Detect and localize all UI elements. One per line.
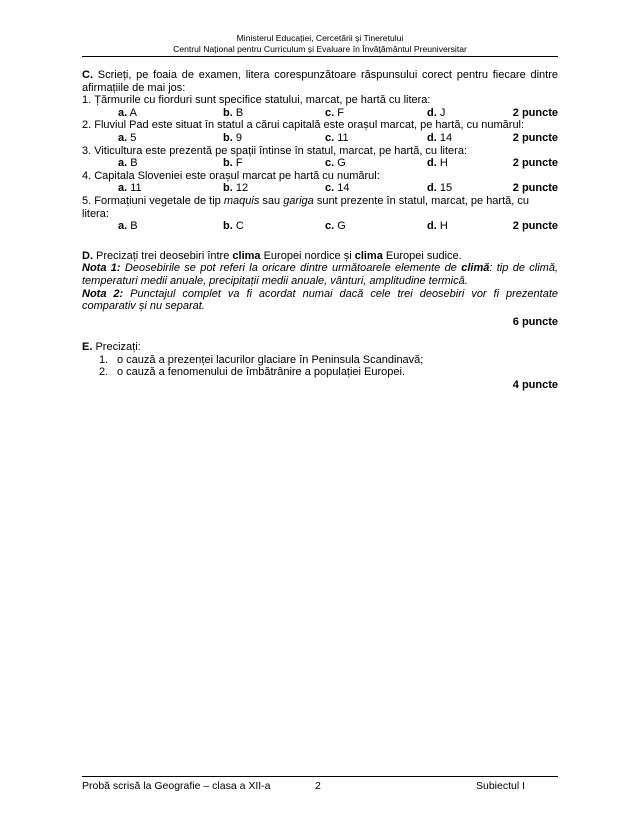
- question-text: 1. Țărmurile cu fiorduri sunt specifice statului, marcat, pe hartă cu litera:: [82, 94, 431, 107]
- option-c: c. 14: [325, 182, 350, 195]
- section-e-list: [82, 354, 558, 379]
- question-options: [82, 182, 558, 195]
- header-ministry: Ministerul Educației, Cercetării și Tineretului: [236, 33, 404, 43]
- option-c: c. G: [325, 157, 346, 170]
- section-c-text: Scrieți, pe foaia de examen, litera corespunzătoare răspunsului corect pentru fiecare dintre afirmațiile de mai jos:: [82, 69, 558, 94]
- section-e-prompt: E. Precizați:: [82, 341, 141, 354]
- section-c-letter: C.: [82, 69, 93, 81]
- question-1: [82, 94, 558, 119]
- note-2: Nota 2: Punctajul complet va fi acordat numai dacă cele trei deosebiri vor fi prezentate comparativ și nu separat.: [82, 287, 559, 313]
- option-d: d. J: [427, 106, 446, 119]
- question-points: 2 puncte: [512, 157, 558, 170]
- section-d-prompt: D. Precizați trei deosebiri între clima Europei nordice și clima Europei sudice.: [82, 249, 462, 262]
- header-divider: [82, 56, 558, 57]
- option-c: c. G: [325, 220, 346, 233]
- section-e-points: 4 puncte: [512, 379, 558, 392]
- option-b: b. C: [223, 220, 244, 233]
- section-c-intro: [82, 69, 558, 94]
- option-d: d. H: [427, 220, 448, 233]
- question-options: [82, 157, 558, 170]
- option-a: a. 5: [118, 131, 137, 144]
- footer-divider: [82, 776, 558, 777]
- option-c: c. 11: [325, 131, 349, 144]
- question-text: 2. Fluviul Pad este situat în statul a cărui capitală este orașul marcat, pe hartă, cu numărul:: [82, 119, 525, 132]
- question-3: [82, 145, 558, 170]
- page-header: [82, 33, 558, 54]
- list-item: 2. o cauză a fenomenului de îmbătrânire a populației Europei.: [99, 366, 406, 379]
- option-a: a. B: [118, 220, 138, 233]
- option-d: d. 14: [427, 131, 453, 144]
- option-a: a. 11: [118, 182, 142, 195]
- header-center: Centrul Național pentru Curriculum și Evaluare în Învățământul Preuniversitar: [173, 43, 467, 54]
- footer-subject: Probă scrisă la Geografie – clasa a XII-a: [82, 780, 271, 792]
- option-a: a. B: [118, 157, 138, 170]
- option-b: b. F: [223, 157, 243, 170]
- question-options: [82, 107, 558, 120]
- question-text: 3. Viticultura este prezentă pe spații întinse în statul, marcat, pe hartă, cu litera:: [82, 144, 467, 157]
- note-1: Nota 1: Deosebirile se pot referi la oricare dintre următoarele elemente de climă: tip de climă, temperaturi medii anuale, precipitații medii anuale, vânturi, amplitudine termică.: [82, 262, 559, 287]
- option-d: d. 15: [427, 182, 453, 195]
- option-b: b. 9: [223, 131, 242, 144]
- option-b: b. 12: [223, 182, 249, 195]
- exam-content: [82, 69, 558, 392]
- section-d: [82, 250, 558, 329]
- question-2: [82, 119, 558, 144]
- question-text: 5. Formațiuni vegetale de tip maquis sau gariga sunt prezente în statul, marcat, pe hartă, cu litera:: [82, 194, 529, 220]
- option-a: a. A: [118, 106, 137, 119]
- question-points: 2 puncte: [512, 131, 558, 144]
- list-item: 1. o cauză a prezenței lacurilor glaciare în Peninsula Scandinavă;: [99, 353, 424, 366]
- question-options: [82, 220, 558, 233]
- question-points: 2 puncte: [512, 106, 558, 119]
- option-c: c. F: [325, 106, 344, 119]
- question-points: 2 puncte: [512, 220, 558, 233]
- option-d: d. H: [427, 157, 448, 170]
- footer-section: Subiectul I: [476, 780, 526, 792]
- option-b: b. B: [223, 106, 244, 119]
- page-number: 2: [315, 780, 321, 792]
- question-points: 2 puncte: [512, 182, 558, 195]
- question-5: [82, 195, 558, 233]
- question-4: [82, 170, 558, 195]
- section-e: [82, 341, 558, 391]
- section-d-points: 6 puncte: [512, 315, 558, 328]
- question-text: 4. Capitala Sloveniei este orașul marcat pe hartă cu numărul:: [82, 169, 380, 182]
- question-options: [82, 132, 558, 145]
